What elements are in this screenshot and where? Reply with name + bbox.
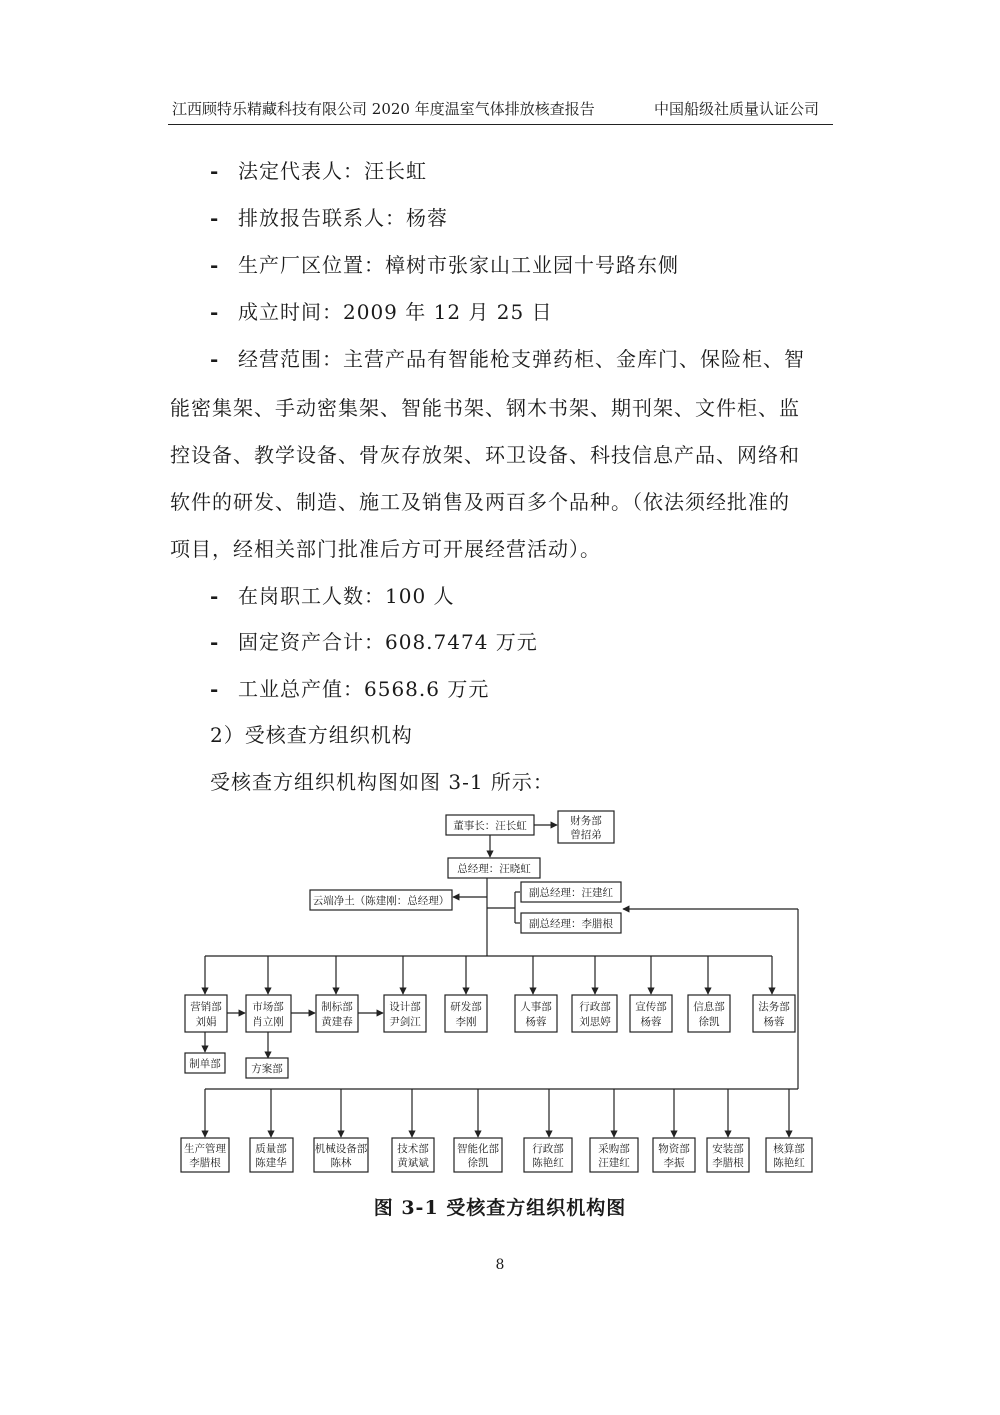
header-report-title: 江西顾特乐精藏科技有限公司 2020 年度温室气体排放核查报告	[172, 100, 595, 118]
plant-location: 生产厂区位置：樟树市张家山工业园十号路东侧	[238, 253, 679, 277]
vp2-label: 副总经理：李腊根	[529, 918, 613, 930]
row2-head: 陈林	[330, 1157, 352, 1169]
bullet-marker: -	[210, 630, 219, 654]
org-chart-intro: 受核查方组织机构图如图 3-1 所示：	[210, 770, 554, 794]
report-contact: 排放报告联系人：杨蓉	[238, 206, 448, 230]
row1-dept: 人事部	[520, 1001, 552, 1013]
business-scope-line-2: 能密集架、手动密集架、智能书架、钢木书架、期刊架、文件柜、监	[170, 396, 800, 420]
row2-dept: 物资部	[658, 1143, 690, 1155]
org-chart	[165, 808, 845, 1188]
vp1-label: 副总经理：汪建红	[529, 887, 613, 899]
business-scope-line-3: 控设备、教学设备、骨灰存放架、环卫设备、科技信息产品、网络和	[170, 443, 800, 467]
row2-head: 陈艳红	[773, 1157, 805, 1169]
business-scope-line-4: 软件的研发、制造、施工及销售及两百多个品种。（依法须经批准的	[170, 490, 790, 514]
row2-dept: 机械设备部	[314, 1143, 368, 1155]
bullet-marker: -	[210, 206, 219, 230]
row1-head: 尹剑江	[389, 1016, 421, 1028]
row2-dept: 采购部	[598, 1143, 630, 1155]
row1-head: 杨蓉	[640, 1016, 662, 1028]
row1-head: 黄建春	[321, 1016, 353, 1028]
row1-head: 徐凯	[698, 1016, 720, 1028]
row1-dept: 行政部	[579, 1001, 611, 1013]
row1-dept: 营销部	[190, 1001, 222, 1013]
figure-caption: 图 3-1 受核查方组织机构图	[373, 1197, 627, 1219]
bullet-marker: -	[210, 300, 219, 324]
row2-head: 李腊根	[189, 1157, 221, 1169]
row1-head: 刘思婷	[579, 1016, 611, 1028]
org-chart-svg	[165, 808, 845, 1188]
bullet-marker: -	[210, 253, 219, 277]
row1-head: 刘娟	[195, 1016, 217, 1028]
bullet-marker: -	[210, 159, 219, 183]
row2-dept: 安装部	[712, 1143, 744, 1155]
row1-dept: 制标部	[321, 1001, 353, 1013]
row2-dept: 技术部	[397, 1143, 429, 1155]
row1-head: 杨蓉	[525, 1016, 547, 1028]
cloud-label: 云端净土（陈建刚：总经理）	[312, 895, 450, 907]
row1-head: 杨蓉	[763, 1016, 785, 1028]
row1-dept: 研发部	[450, 1001, 482, 1013]
legal-representative: 法定代表人：汪长虹	[238, 159, 427, 183]
row2-dept: 行政部	[532, 1143, 564, 1155]
bullet-marker: -	[210, 584, 219, 608]
business-scope-line-1: 经营范围：主营产品有智能枪支弹药柜、金库门、保险柜、智	[238, 347, 805, 371]
chairman-label: 董事长：汪长虹	[453, 820, 527, 832]
header-company: 中国船级社质量认证公司	[653, 100, 819, 118]
finance-dept: 财务部	[570, 815, 602, 827]
section-heading: 2）受核查方组织机构	[210, 723, 413, 747]
row2-head: 陈艳红	[532, 1157, 564, 1169]
bullet-marker: -	[210, 677, 219, 701]
row1-head: 肖立刚	[252, 1016, 284, 1028]
staff-count: 在岗职工人数：100 人	[238, 584, 455, 608]
row2-head: 黄斌斌	[397, 1157, 429, 1169]
sub-dept-2: 方案部	[251, 1063, 283, 1075]
sub-dept-1: 制单部	[189, 1058, 221, 1070]
row2-head: 陈建华	[255, 1157, 287, 1169]
business-scope-line-5: 项目，经相关部门批准后方可开展经营活动）。	[170, 537, 601, 561]
row2-head: 徐凯	[467, 1157, 489, 1169]
row2-dept: 核算部	[773, 1143, 805, 1155]
row2-head: 李振	[663, 1157, 685, 1169]
bullet-marker: -	[210, 347, 219, 371]
row2-dept: 质量部	[255, 1143, 287, 1155]
row1-dept: 宣传部	[635, 1001, 667, 1013]
page-header	[168, 96, 833, 125]
row2-dept: 智能化部	[457, 1143, 499, 1155]
row1-dept: 市场部	[252, 1001, 284, 1013]
gm-label: 总经理：汪晓虹	[457, 863, 531, 875]
row1-dept: 设计部	[389, 1001, 421, 1013]
fixed-assets: 固定资产合计：608.7474 万元	[238, 630, 538, 654]
founding-date: 成立时间：2009 年 12 月 25 日	[238, 300, 553, 324]
row1-head: 李刚	[455, 1016, 477, 1028]
row2-dept: 生产管理	[184, 1143, 226, 1155]
row1-dept: 法务部	[758, 1001, 790, 1013]
row1-dept: 信息部	[693, 1001, 725, 1013]
page-number: 8	[495, 1257, 505, 1273]
industrial-output: 工业总产值：6568.6 万元	[238, 677, 490, 701]
row2-head: 李腊根	[712, 1157, 744, 1169]
finance-head: 曾招弟	[570, 829, 602, 841]
row2-head: 汪建红	[598, 1157, 630, 1169]
